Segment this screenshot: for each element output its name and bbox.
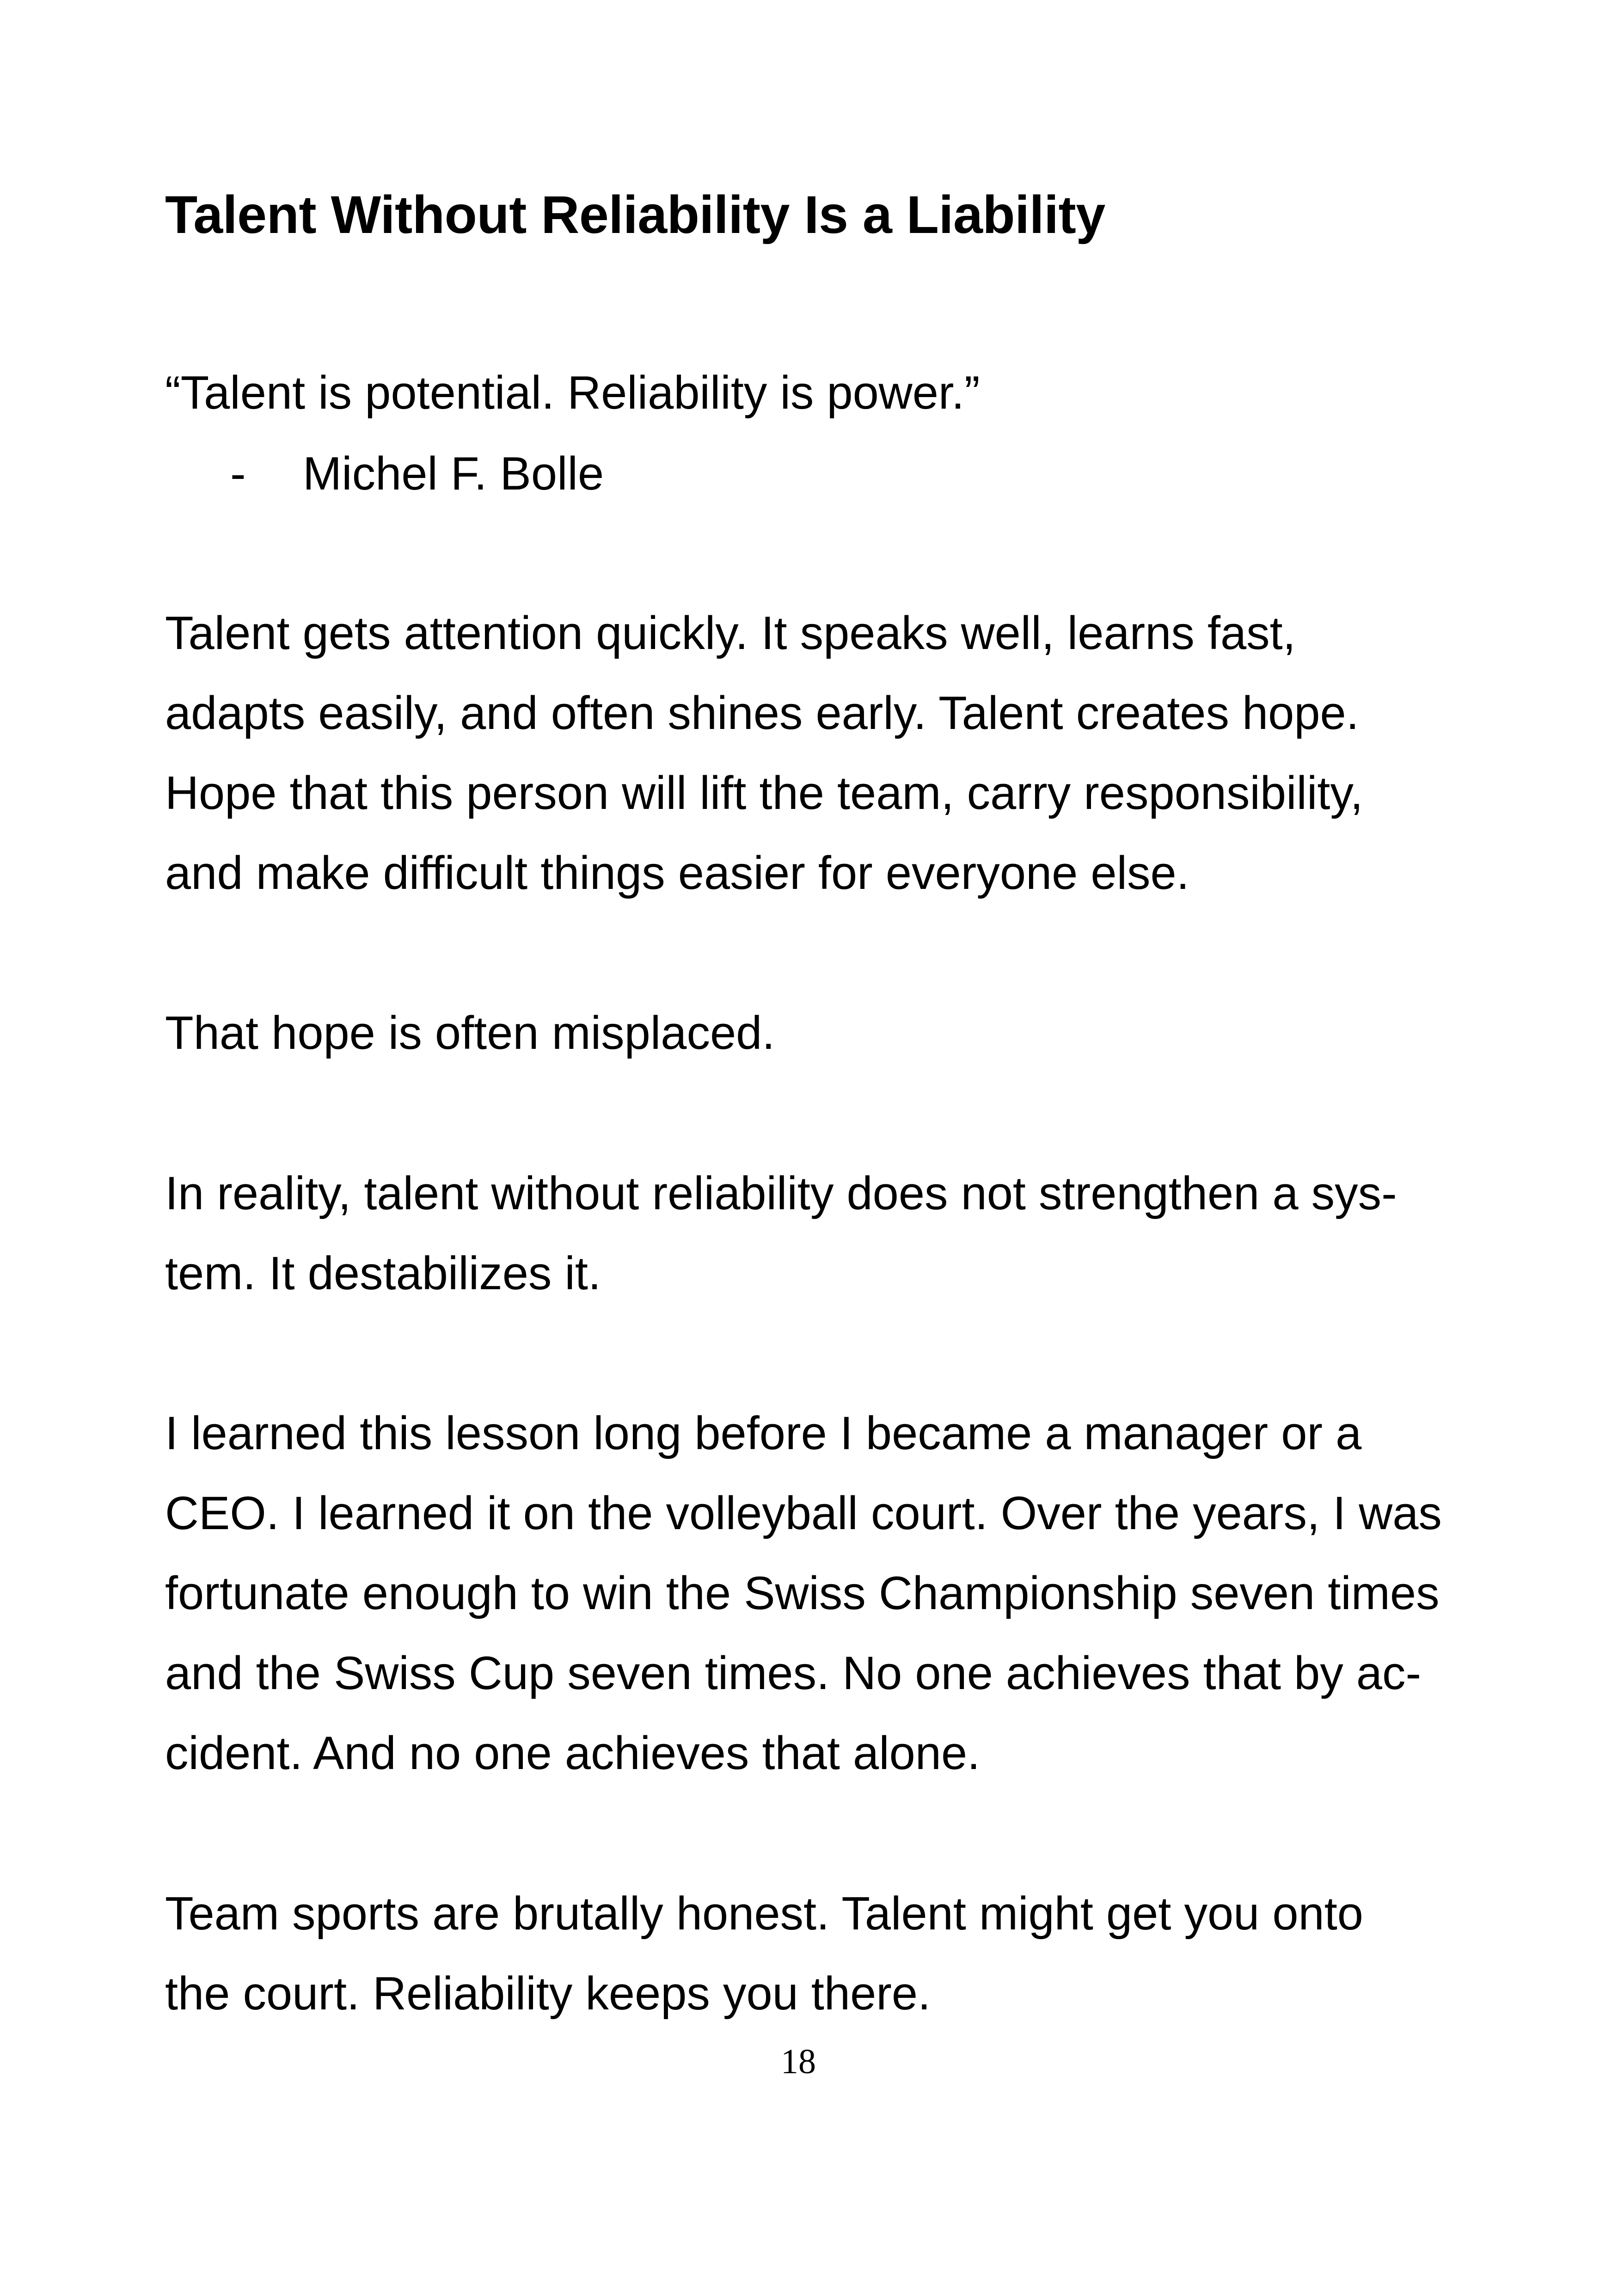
paragraph-line: cident. And no one achieves that alone. <box>165 1727 981 1779</box>
paragraph-line: the court. Reliability keeps you there. <box>165 1968 931 2020</box>
epigraph-dash: - <box>230 448 246 500</box>
paragraph-line: fortunate enough to win the Swiss Championship seven times <box>165 1567 1440 1619</box>
paragraph-line: and the Swiss Cup seven times. No one achieves that by ac- <box>165 1647 1422 1699</box>
paragraph-line: tem. It destabilizes it. <box>165 1248 601 1299</box>
paragraph-line: Talent gets attention quickly. It speaks well, learns fast, <box>165 607 1296 659</box>
page-number: 18 <box>781 2042 816 2081</box>
paragraph-line: CEO. I learned it on the volleyball court. Over the years, I was <box>165 1488 1442 1539</box>
paragraph-line: adapts easily, and often shines early. Talent creates hope. <box>165 687 1359 739</box>
paragraph-line: In reality, talent without reliability does not strengthen a sys- <box>165 1168 1397 1219</box>
chapter-title: Talent Without Reliability Is a Liability <box>165 185 1105 245</box>
paragraph-line: That hope is often misplaced. <box>165 1007 775 1059</box>
paragraph-line: I learned this lesson long before I became a manager or a <box>165 1408 1362 1459</box>
epigraph-author: Michel F. Bolle <box>303 448 604 500</box>
paragraph-line: Team sports are brutally honest. Talent might get you onto <box>165 1888 1363 1940</box>
paragraph-line: Hope that this person will lift the team, carry responsibility, <box>165 767 1363 819</box>
epigraph-quote: “Talent is potential. Reliability is power.” <box>165 367 980 419</box>
paragraph-line: and make difficult things easier for everyone else. <box>165 847 1189 899</box>
